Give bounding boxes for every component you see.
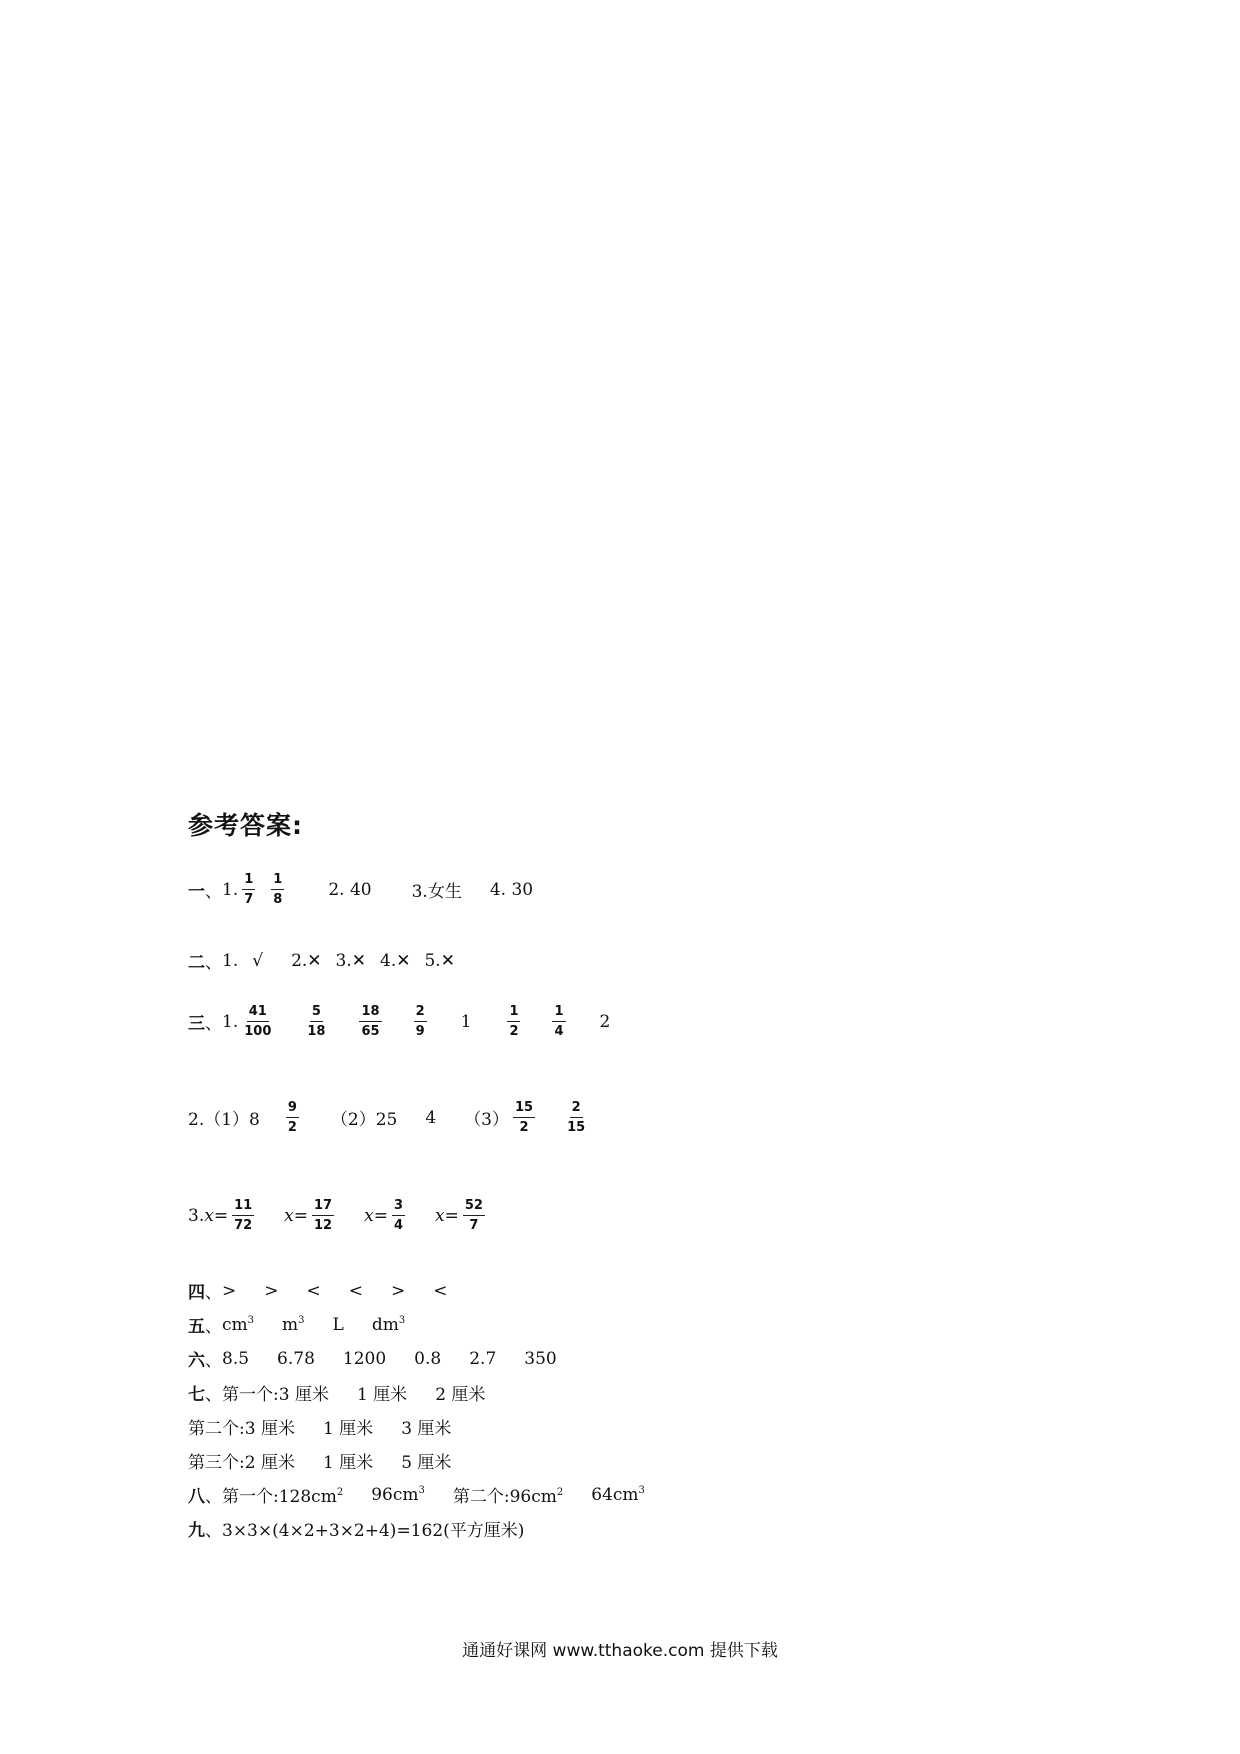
section-2-q4: 4.✕ (380, 950, 411, 971)
section-5-label: 五 (188, 1317, 205, 1337)
unit (372, 1315, 405, 1335)
section-9 (188, 1516, 524, 1541)
section-1-label: 一 (188, 882, 205, 902)
shape-dimension: 第三个:2 厘米 (188, 1453, 295, 1473)
fraction-denominator: 9 (415, 1024, 425, 1039)
section-8-sep: 、 (205, 1487, 222, 1507)
section-7-row-3 (188, 1448, 451, 1473)
section-1-sep: 、 (205, 882, 222, 902)
variable-x: x (364, 1205, 374, 1226)
section-6-label: 六 (188, 1351, 205, 1371)
variable-x: x (204, 1205, 214, 1226)
section-6-sep: 、 (205, 1351, 222, 1371)
section-1-q3: 3.女生 (411, 882, 462, 902)
comparison-symbol: < (348, 1280, 363, 1301)
fraction-numerator: 17 (312, 1198, 334, 1216)
fraction-numerator: 1 (552, 1004, 565, 1022)
unit-exponent: 3 (418, 1484, 425, 1496)
volume-text: 96cm (371, 1484, 419, 1505)
fraction-numerator: 1 (507, 1004, 520, 1022)
fraction-denominator: 8 (273, 892, 283, 907)
fraction (463, 1198, 485, 1233)
section-2-q5: 5.✕ (424, 950, 455, 971)
fraction (286, 1100, 299, 1135)
fraction-numerator: 41 (247, 1004, 269, 1022)
section-2-label: 二 (188, 953, 205, 973)
answer-title: 参考答案: (188, 811, 303, 840)
fraction-denominator: 18 (307, 1024, 326, 1039)
fraction-numerator: 15 (513, 1100, 535, 1118)
part-3-q: 3. (188, 1205, 205, 1226)
fraction (242, 1004, 273, 1039)
area-answer (453, 1482, 563, 1507)
fraction-numerator: 1 (271, 872, 284, 890)
unit (222, 1315, 254, 1335)
fraction (565, 1100, 587, 1135)
part-2-q3: （3） (464, 1110, 510, 1130)
equals-sign: = (444, 1205, 459, 1226)
unit-exponent: 3 (398, 1314, 406, 1326)
unit-text: cm (222, 1314, 248, 1335)
unit-exponent: 3 (638, 1484, 645, 1496)
fraction-denominator: 2 (519, 1120, 529, 1135)
section-4 (188, 1278, 448, 1303)
comparison-symbol: > (222, 1280, 237, 1301)
page-footer: 通通好课网 www.tthaoke.com 提供下载 (462, 1641, 778, 1661)
fraction (507, 1004, 520, 1039)
fraction (513, 1100, 535, 1135)
part-2-q1: 2.（1）8 (188, 1110, 260, 1130)
section-7 (188, 1380, 485, 1405)
fraction-numerator: 3 (392, 1198, 405, 1216)
shape-dimension: 3 厘米 (401, 1419, 452, 1439)
section-4-label: 四 (188, 1283, 205, 1303)
fraction-denominator: 12 (314, 1218, 333, 1233)
fraction (414, 1004, 427, 1039)
section-7-sep: 、 (205, 1385, 222, 1405)
section-7-row-2 (188, 1414, 451, 1439)
section-2-q2: 2.✕ (291, 950, 322, 971)
comparison-symbol: > (264, 1280, 279, 1301)
fraction (392, 1198, 405, 1233)
section-8 (188, 1482, 645, 1507)
comparison-symbol: < (433, 1280, 448, 1301)
fraction-numerator: 52 (463, 1198, 485, 1216)
variable-x: x (284, 1205, 294, 1226)
area-answer (222, 1482, 343, 1507)
section-2-q3: 3.✕ (335, 950, 367, 971)
section-1-q1: 1. (222, 879, 239, 900)
shape-dimension: 5 厘米 (401, 1453, 452, 1473)
section-8-label: 八 (188, 1487, 205, 1507)
fraction-denominator: 4 (554, 1024, 564, 1039)
shape-dimension: 第一个:3 厘米 (222, 1385, 329, 1405)
area-text: 第二个:96cm (452, 1487, 557, 1507)
fraction-numerator: 11 (232, 1198, 254, 1216)
fraction-denominator: 7 (469, 1218, 479, 1233)
section-5 (188, 1312, 405, 1337)
unit-exponent: 2 (336, 1487, 344, 1498)
section-3-value: 1 (460, 1011, 472, 1032)
unit-exponent: 3 (298, 1314, 305, 1326)
section-6 (188, 1346, 557, 1371)
volume-answer (591, 1485, 645, 1505)
fraction-numerator: 2 (570, 1100, 583, 1118)
section-3-part-3 (188, 1198, 489, 1233)
fraction (271, 872, 284, 907)
part-2-q2: （2）25 (330, 1110, 398, 1130)
fraction-denominator: 4 (393, 1218, 403, 1233)
unit (282, 1315, 305, 1335)
answer-value: 350 (524, 1348, 557, 1369)
comparison-symbol: < (306, 1280, 321, 1301)
fraction-denominator: 2 (287, 1120, 297, 1135)
answer-value: 2.7 (469, 1348, 497, 1369)
fraction-denominator: 72 (234, 1218, 253, 1233)
section-3-part-2 (188, 1100, 591, 1135)
answer-value: 0.8 (414, 1348, 442, 1369)
equals-sign: = (373, 1205, 388, 1226)
fraction-numerator: 18 (359, 1004, 381, 1022)
section-1 (188, 872, 533, 907)
fraction-numerator: 9 (286, 1100, 299, 1118)
shape-dimension: 1 厘米 (356, 1385, 408, 1405)
shape-dimension: 2 厘米 (435, 1385, 486, 1405)
formula-answer: 3×3×(4×2+3×2+4)=162(平方厘米) (222, 1521, 525, 1541)
fraction (232, 1198, 254, 1233)
section-1-q2: 2. 40 (328, 879, 372, 900)
fraction (312, 1198, 334, 1233)
unit-exponent: 2 (556, 1487, 564, 1498)
fraction-denominator: 2 (509, 1024, 519, 1039)
volume-answer (371, 1485, 425, 1505)
unit-exponent: 3 (247, 1314, 255, 1326)
section-1-q4: 4. 30 (489, 879, 534, 900)
comparison-symbol: > (391, 1280, 406, 1301)
unit: L (332, 1314, 344, 1335)
shape-dimension: 1 厘米 (322, 1419, 374, 1439)
section-2-sep: 、 (205, 953, 222, 973)
fraction-numerator: 2 (414, 1004, 427, 1022)
section-9-label: 九 (188, 1521, 205, 1541)
equals-sign: = (213, 1205, 229, 1226)
fraction-denominator: 65 (361, 1024, 380, 1039)
fraction-denominator: 15 (567, 1120, 586, 1135)
section-3 (188, 1004, 610, 1039)
answer-value: 6.78 (277, 1348, 315, 1369)
fraction (242, 872, 255, 907)
shape-dimension: 1 厘米 (322, 1453, 374, 1473)
fraction (305, 1004, 327, 1039)
section-9-sep: 、 (205, 1521, 222, 1541)
section-3-label: 三 (188, 1014, 205, 1034)
fraction (552, 1004, 565, 1039)
check-mark: √ (252, 950, 264, 971)
fraction-denominator: 100 (244, 1024, 272, 1039)
section-2 (188, 948, 455, 973)
fraction (359, 1004, 381, 1039)
section-7-label: 七 (188, 1385, 205, 1405)
section-5-sep: 、 (205, 1317, 222, 1337)
section-3-value: 2 (599, 1011, 611, 1032)
shape-dimension: 第二个:3 厘米 (188, 1419, 295, 1439)
section-4-sep: 、 (205, 1283, 222, 1303)
fraction-denominator: 7 (244, 892, 254, 907)
fraction-numerator: 5 (310, 1004, 323, 1022)
unit-text: dm (371, 1314, 399, 1335)
area-text: 第一个:128cm (222, 1487, 337, 1507)
section-3-sep: 、 (205, 1014, 222, 1034)
unit-text: m (282, 1314, 299, 1335)
section-2-q1: 1. (222, 950, 239, 971)
equals-sign: = (293, 1205, 309, 1226)
answer-value: 8.5 (222, 1348, 250, 1369)
part-2-value: 4 (425, 1107, 437, 1128)
fraction-numerator: 1 (242, 872, 255, 890)
variable-x: x (435, 1205, 445, 1226)
volume-text: 64cm (591, 1484, 639, 1505)
section-3-q1: 1. (222, 1011, 239, 1032)
answer-value: 1200 (342, 1348, 387, 1369)
